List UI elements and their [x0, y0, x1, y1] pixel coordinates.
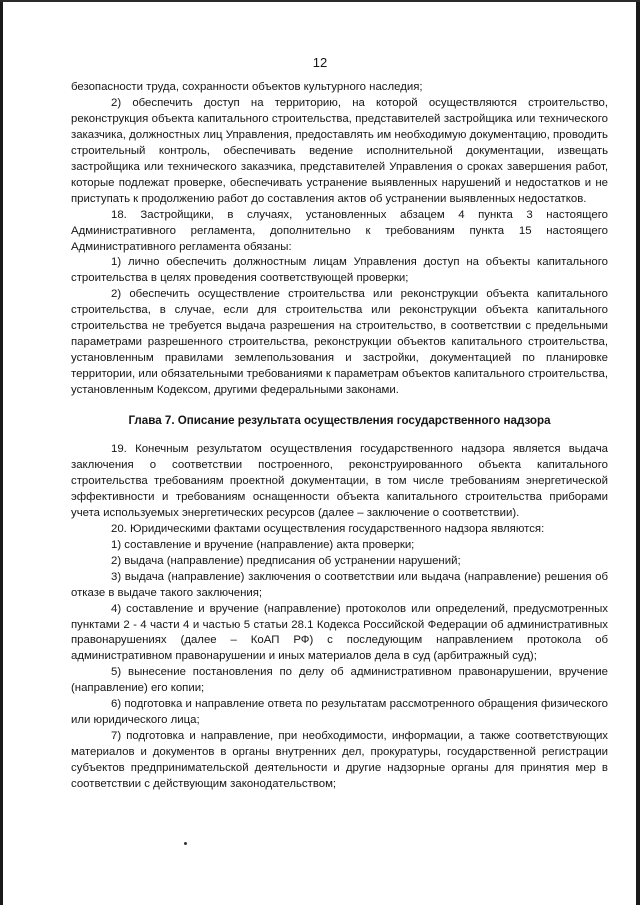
scan-edge-left: [0, 0, 3, 905]
document-body: [71, 80, 608, 793]
paragraph: 5) вынесение постановления по делу об административном правонарушении, вручение (направление) его копии;: [71, 666, 608, 695]
paragraph: безопасности труда, сохранности объектов культурного наследия;: [71, 81, 423, 93]
scan-edge-top: [0, 0, 640, 2]
paragraph: 6) подготовка и направление ответа по результатам рассмотренного обращения физического или юридического лица;: [71, 698, 608, 727]
paragraph: 20. Юридическими фактами осуществления государственного надзора являются:: [111, 522, 545, 535]
scan-speck: [184, 842, 187, 845]
scan-edge-right: [636, 0, 640, 905]
paragraph: 4) составление и вручение (направление) протоколов или определений, предусмотренных пунктами 2 - 4 части 4 и частью 5 статьи 28.1 Кодекса Российской Федерации об административных правонарушениях (далее – КоАП РФ) с последующим направлением протокола об административном правонарушении и иных материалов дела в суд (арбитражный суд);: [71, 602, 608, 663]
paragraph: 2) обеспечить доступ на территорию, на которой осуществляются строительство, реконструкция объекта капитального строительства, представителей застройщика или технического заказчика, должностных лиц Управления, предоставлять им необходимую документацию, проводить строительный контроль, обеспечивать ведение исполнительной документации, извещать застройщика или технического заказчика, представителей Управления о сроках завершения работ, которые подлежат проверке, обеспечивать устранение выявленных нарушений и недостатков и не приступать к продолжению работ до составления актов об устранении выявленных недостатков.: [71, 96, 608, 205]
paragraph: 1) лично обеспечить должностным лицам Управления доступ на объекты капитального строительства в целях проведения соответствующей проверки;: [71, 256, 608, 285]
chapter-heading: Глава 7. Описание результата осуществления государственного надзора: [128, 414, 551, 428]
paragraph: 3) выдача (направление) заключения о соответствии или выдача (направление) решения об отказе в выдаче такого заключения;: [71, 570, 608, 599]
page-number: 12: [312, 55, 328, 70]
paragraph: 2) выдача (направление) предписания об устранении нарушений;: [111, 554, 461, 567]
section-after-heading: [71, 442, 608, 793]
section-before-heading: [71, 80, 608, 399]
paragraph: 19. Конечным результатом осуществления государственного надзора является выдача заключения о соответствии построенного, реконструированного объекта капитального строительства требованиям проектной документации, в том числе требованиям энергетической эффективности и требованиям оснащенности объекта капитального строительства приборами учета используемых энергетических ресурсов (далее – заключение о соответствии).: [71, 443, 608, 519]
paragraph: 18. Застройщики, в случаях, установленных абзацем 4 пункта 3 настоящего Административного регламента, дополнительно к требованиям пункта 15 настоящего Административного регламента обязаны:: [71, 208, 608, 253]
paragraph: 1) составление и вручение (направление) акта проверки;: [111, 538, 415, 551]
paragraph: 7) подготовка и направление, при необходимости, информации, а также соответствующих материалов и документов в органы внутренних дел, прокуратуры, государственной регистрации субъектов предпринимательской деятельности и другие надзорные органы для принятия мер в соответствии с действующим законодательством;: [71, 730, 608, 791]
paragraph: 2) обеспечить осуществление строительства или реконструкции объекта капитального строительства, в случае, если для строительства или реконструкции объекта капитального строительства не требуется выдача разрешения на строительство, в соответствии с предельными параметрами разрешенного строительства, реконструкции объектов капитального строительства, установленным правилами землепользования и застройки, документацией по планировке территории, или обязательными требованиями к параметрам объектов капитального строительства, установленным Кодексом, другими федеральными законами.: [71, 288, 608, 397]
